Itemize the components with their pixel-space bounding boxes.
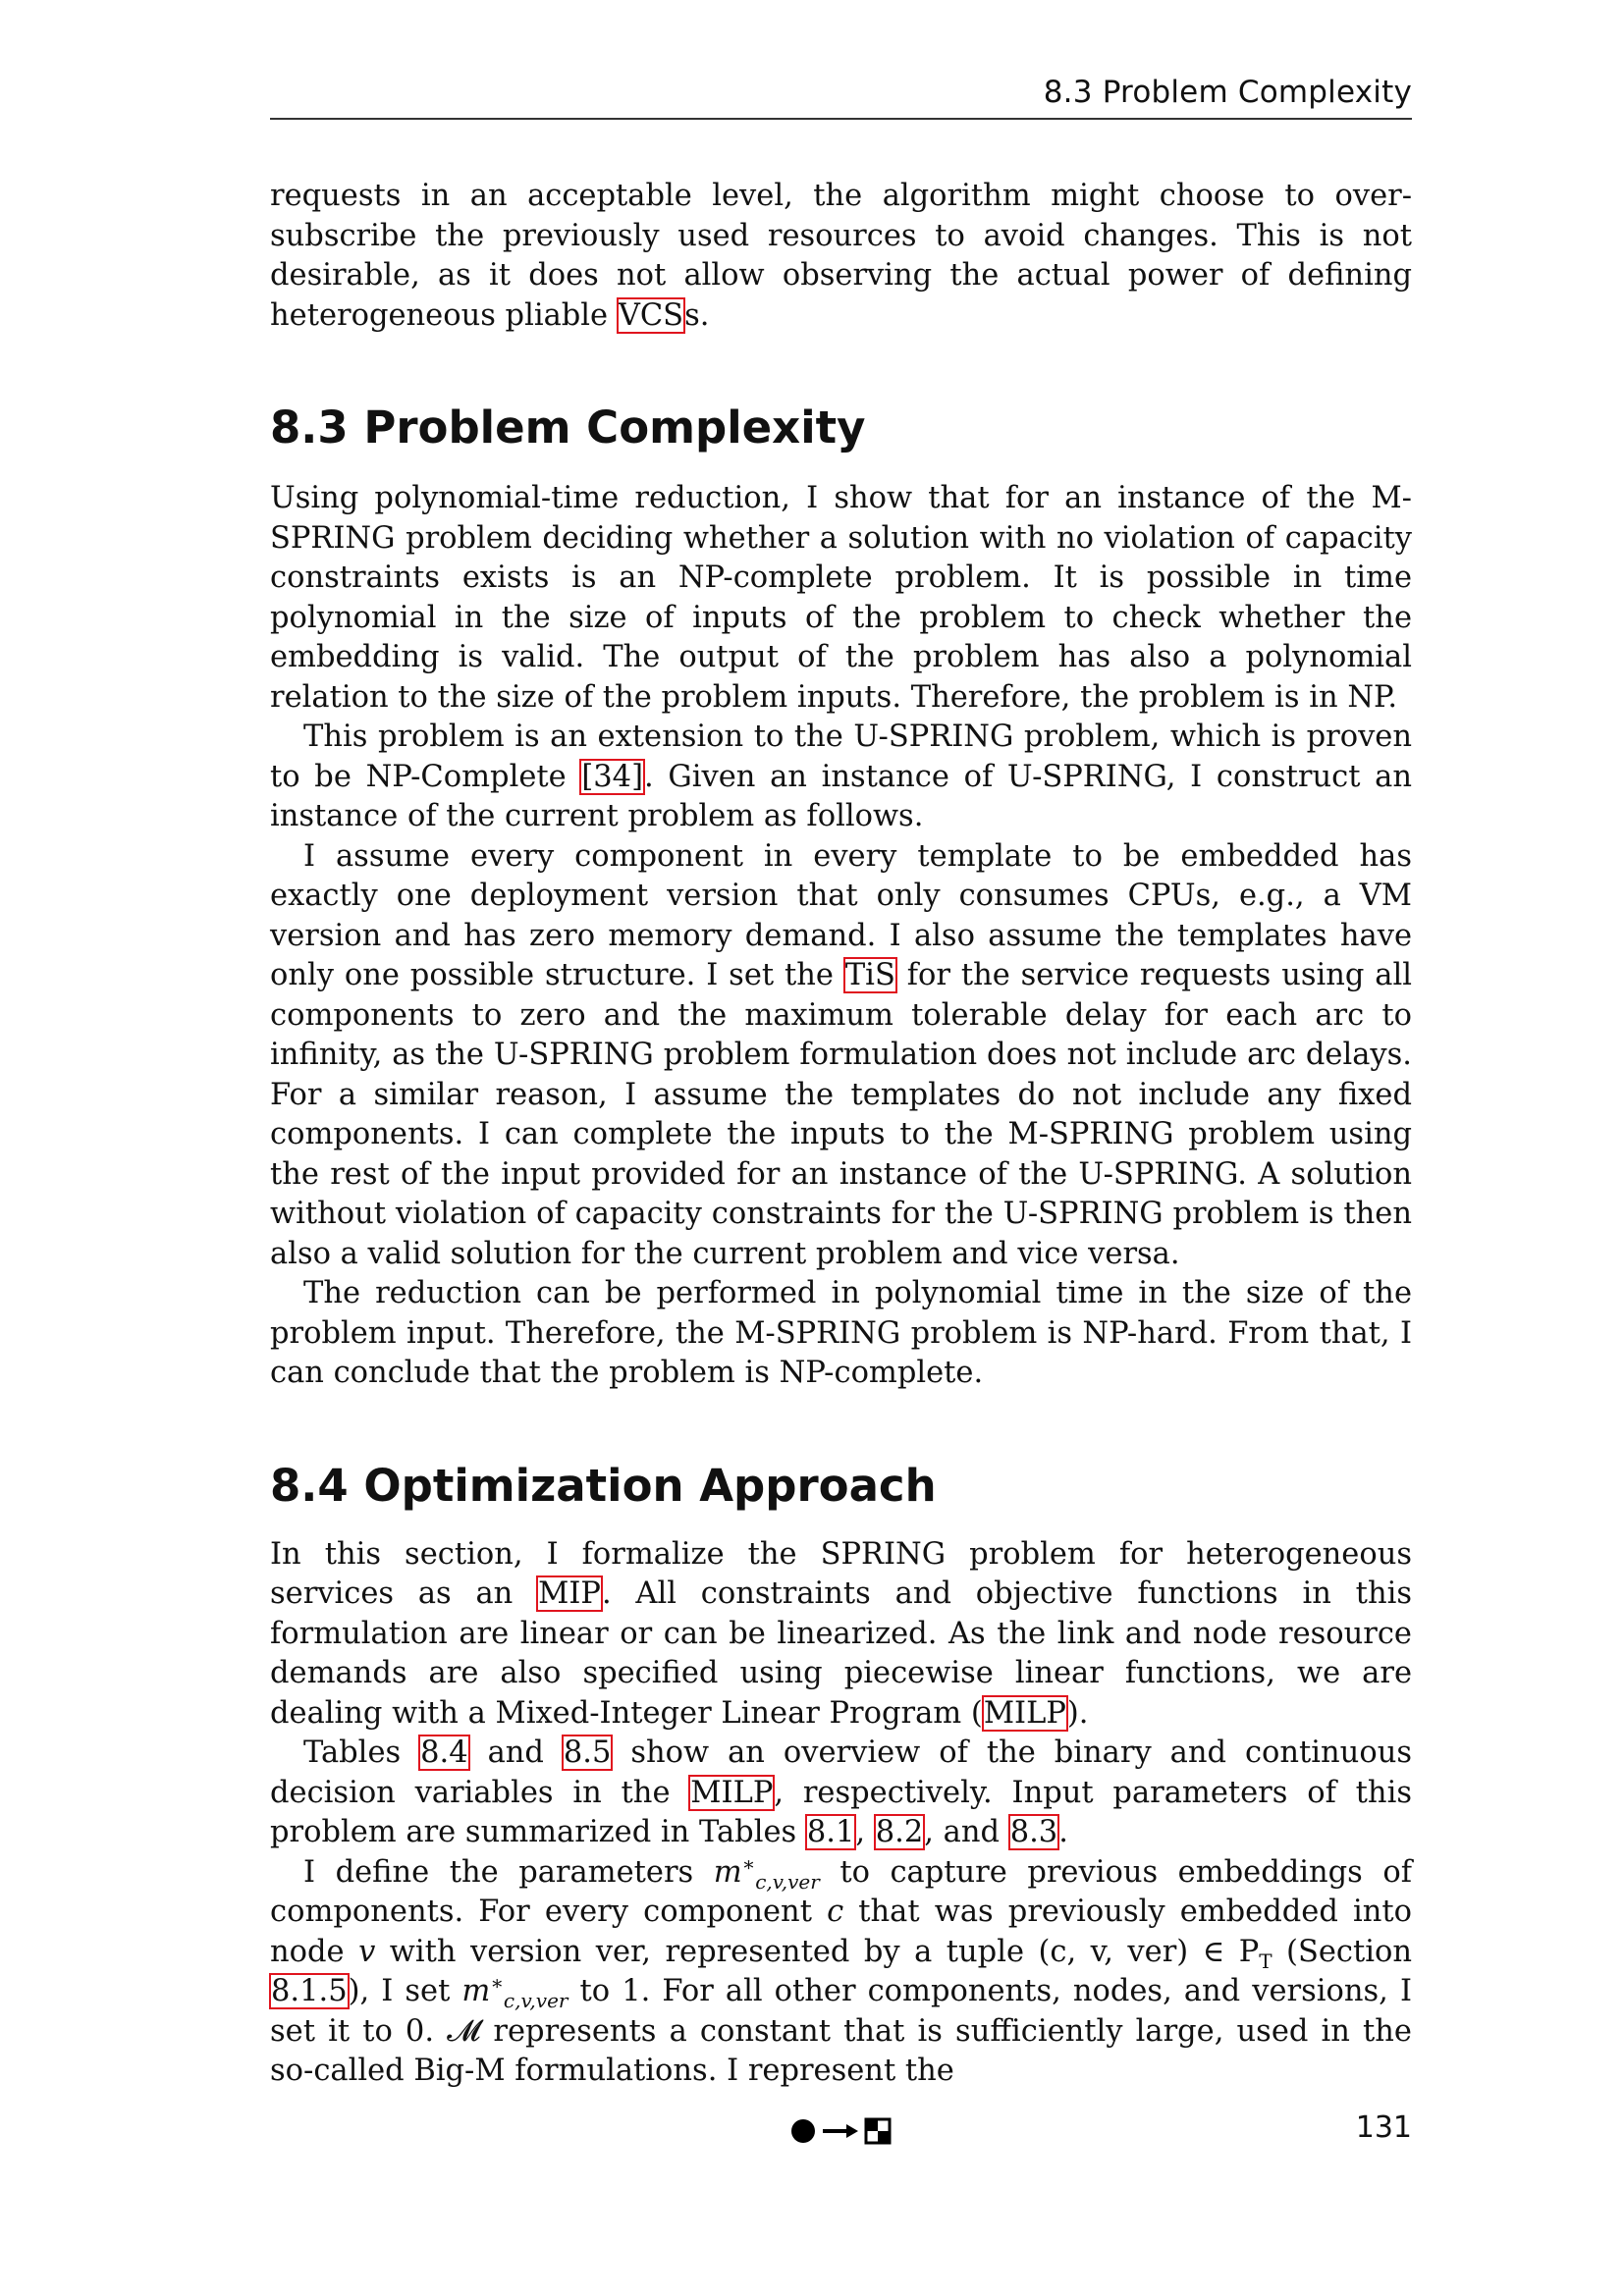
intro-paragraph xyxy=(270,177,1412,336)
table-ref-link[interactable]: 8.1 xyxy=(806,1815,855,1849)
table-ref-link[interactable]: 8.2 xyxy=(875,1815,924,1849)
text: , respectively. Input parameters of this problem are summarized in Tables xyxy=(270,1775,1412,1849)
section-heading-8-3: 8.3 Problem Complexity xyxy=(270,401,866,454)
math-sup: ∗ xyxy=(490,1970,504,1995)
acronym-link-milp[interactable]: MILP xyxy=(983,1695,1066,1731)
text: and xyxy=(468,1735,563,1770)
math-symbol: m xyxy=(713,1854,742,1890)
paragraph xyxy=(270,1734,1412,1853)
table-ref-link[interactable]: 8.4 xyxy=(420,1735,468,1770)
text: I assume every component in every template to be embedded has exactly one deployment version that only consumes CPUs, e.g., a VM version and has zero memory demand. I also assume the templates have only one possible structure. I set the xyxy=(270,838,1412,992)
section-heading-8-4: 8.4 Optimization Approach xyxy=(270,1459,937,1512)
math-m xyxy=(461,1970,568,2013)
text: (Section xyxy=(1272,1934,1412,1969)
lab-logo-icon xyxy=(789,2114,893,2148)
math-c: c xyxy=(827,1895,844,1929)
text: ). xyxy=(1066,1695,1089,1731)
acronym-link-tis[interactable]: TiS xyxy=(844,958,895,992)
text: . All constraints and objective functions in this formulation are linear or can be linearized. As the link and node resource demands are also specified using piecewise linear functions, we are dealing with a Mixed-Integer Linear Program ( xyxy=(270,1576,1412,1731)
text: In this section, I formalize the SPRING problem for heterogeneous services as an xyxy=(270,1536,1412,1611)
text: , xyxy=(855,1815,875,1849)
math-sub: c,v,ver xyxy=(503,1989,568,2013)
section-ref-link[interactable]: 8.1.5 xyxy=(271,1974,348,2008)
table-ref-link[interactable]: 8.5 xyxy=(563,1735,612,1770)
math-bigm: 𝓜 xyxy=(447,2013,481,2049)
body-text xyxy=(270,177,1412,2092)
paragraph xyxy=(270,837,1412,1275)
text: Tables xyxy=(303,1735,420,1770)
text: to 1. For all other components, nodes, and versions, I set it to 0. xyxy=(270,1974,1412,2049)
math-symbol: m xyxy=(461,1974,491,2008)
text: . xyxy=(1058,1815,1068,1849)
text: represents a constant that is sufficiently large, used in the so-called Big-M formulations. I represent the xyxy=(270,2013,1412,2088)
text: This problem is an extension to the U-SPRING problem, which is proven to be NP-Complete xyxy=(270,720,1412,794)
running-header xyxy=(270,73,1412,120)
page-number: 131 xyxy=(1355,2110,1412,2145)
text: ), I set xyxy=(348,1974,462,2008)
text: to capture previous embeddings of components. For every component xyxy=(270,1854,1412,1929)
acronym-link-vcs[interactable]: VCS xyxy=(618,297,684,333)
math-tuple xyxy=(1038,1934,1272,1973)
math-sub: T xyxy=(1259,1949,1272,1973)
acronym-link-milp[interactable]: MILP xyxy=(690,1775,774,1810)
math-sup: ∗ xyxy=(741,1851,756,1876)
text: show an overview of the binary and continuous decision variables in the xyxy=(270,1735,1412,1810)
math-sub: c,v,ver xyxy=(755,1869,820,1894)
text: for the service requests using all components to zero and the maximum tolerable delay for each arc to infinity, as the U-SPRING problem formulation does not include arc delays. For a similar reason, I assume the templates do not include any fixed components. I can complete the inputs to the M-SPRING problem using the rest of the input provided for an instance of the U-SPRING. A solution without violation of capacity constraints for the U-SPRING problem is then also a valid solution for the current problem and vice versa. xyxy=(270,958,1412,1271)
paragraph: Using polynomial-time reduction, I show that for an instance of the M-SPRING problem deciding whether a solution with no violation of capacity constraints exists is an NP-complete problem. It is possible in time polynomial in the size of inputs of the problem to check whether the embedding is valid. The output of the problem has also a polynomial relation to the size of the problem inputs. Therefore, the problem is in NP. xyxy=(270,481,1412,715)
paragraph xyxy=(270,1853,1412,2092)
running-title: 8.3 Problem Complexity xyxy=(1043,75,1412,110)
text: requests in an acceptable level, the algorithm might choose to over-subscribe the previously used resources to avoid changes. This is not desirable, as it does not allow observing the actual power of defining heterogeneous pliable xyxy=(270,179,1412,333)
table-ref-link[interactable]: 8.3 xyxy=(1009,1815,1058,1849)
text: I define the parameters xyxy=(303,1854,714,1890)
text: that was previously embedded into node xyxy=(270,1895,1412,1969)
acronym-link-mip[interactable]: MIP xyxy=(538,1576,601,1611)
paragraph xyxy=(270,718,1412,837)
math-text: (c, v, ver) ∈ P xyxy=(1038,1934,1260,1969)
paragraph xyxy=(270,1535,1412,1735)
text: . Given an instance of U-SPRING, I construct an instance of the current problem as follows. xyxy=(270,759,1412,833)
text: with version ver, represented by a tuple xyxy=(375,1934,1039,1969)
text: s. xyxy=(684,297,710,333)
math-m xyxy=(713,1851,820,1894)
text: , and xyxy=(924,1815,1009,1849)
math-v: v xyxy=(358,1934,376,1969)
citation-link[interactable]: [34] xyxy=(581,759,643,794)
paragraph: The reduction can be performed in polynomial time in the size of the problem input. Therefore, the M-SPRING problem is NP-hard. From that, I can conclude that the problem is NP-complete. xyxy=(270,1276,1412,1390)
